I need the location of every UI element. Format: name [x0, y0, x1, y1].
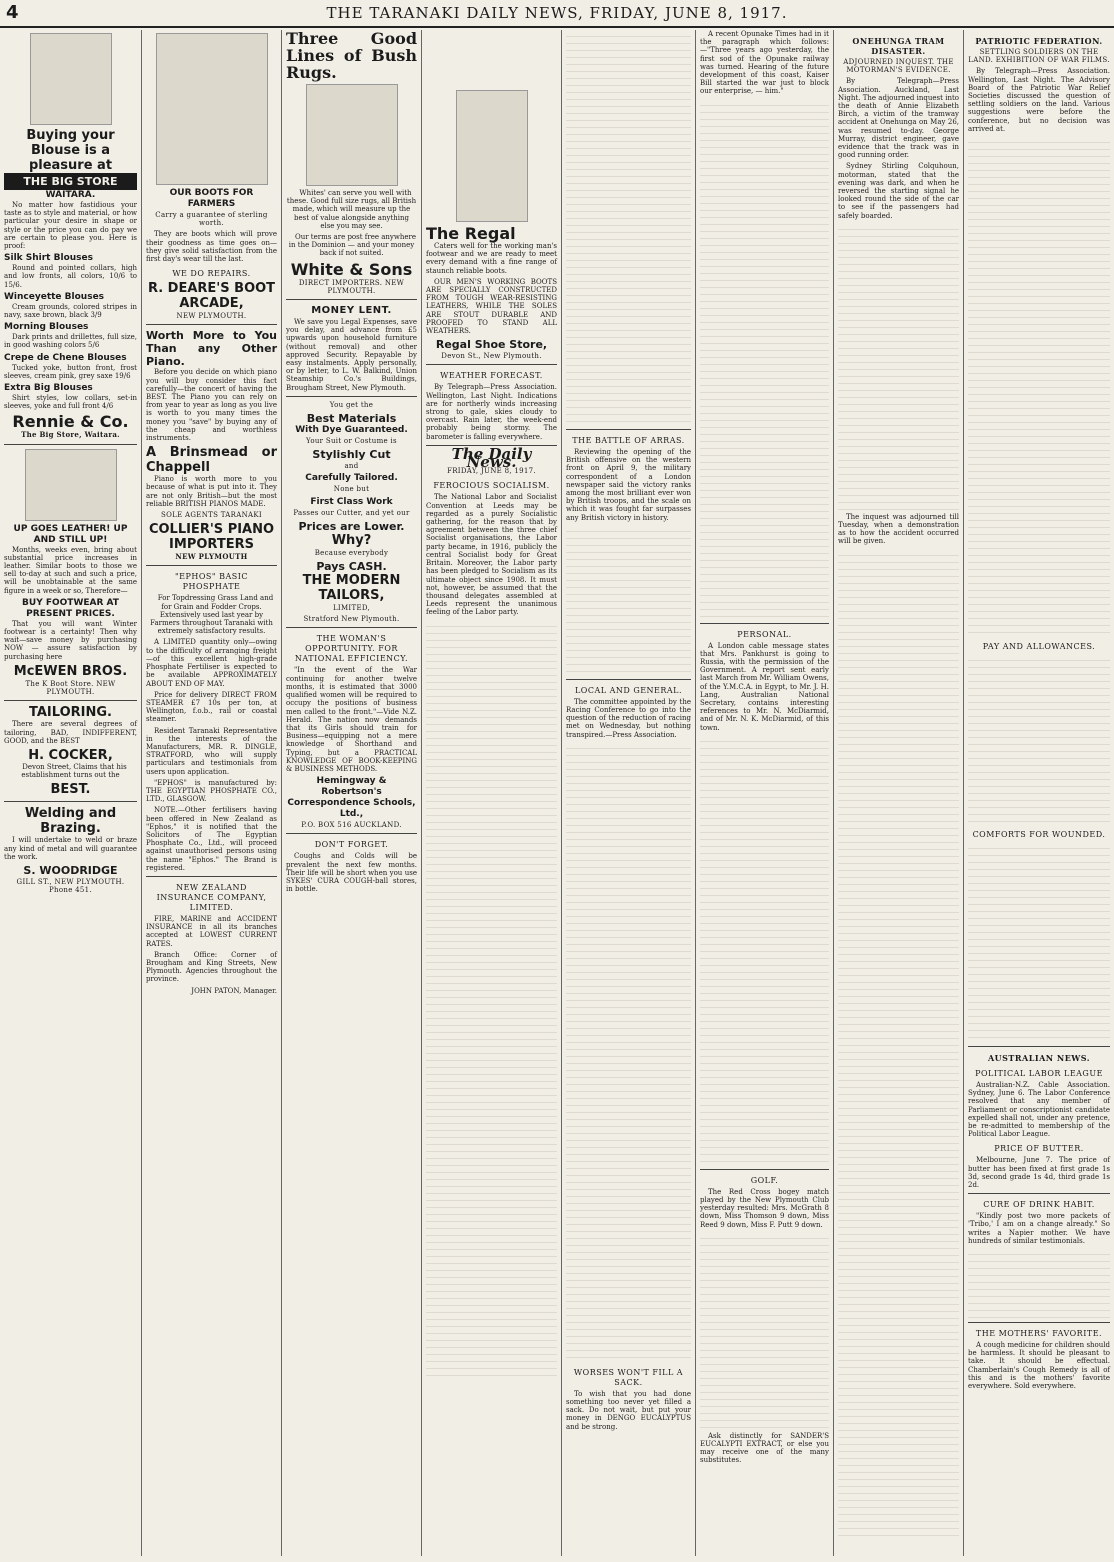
- buy-footwear-headline: BUY FOOTWEAR AT PRESENT PRICES.: [22, 597, 119, 619]
- pay-allowances-headline: PAY AND ALLOWANCES.: [982, 642, 1096, 652]
- passes-cutter: Passes our Cutter, and yet our: [293, 508, 410, 517]
- local-general-body: The committee appointed by the Racing Conference to go into the question of the reduction of racing met on Wednesday, but nothing transpired.—Press Association.: [566, 697, 691, 739]
- woman-opportunity-body: "In the event of the War continuing for another twelve months, it is estimated that 3000 qualified women will be required to occupy the positions of business men called to the front."—Vide N.Z. Herald. The nation now demands that its Girls should train for Business—equipping not a mere knowledge of Shorthand and Typing, but a PRACTICAL KNOWLEDGE OF BOOK-KEEPING & BUSINESS METHODS.: [286, 666, 417, 773]
- nz-insurance-headline: NEW ZEALAND INSURANCE COMPANY, LIMITED.: [156, 882, 267, 912]
- you-get: You get the: [329, 400, 374, 409]
- rennie-sub: The Big Store, Waitara.: [21, 430, 120, 440]
- ephos-limited: A LIMITED quantity only—owing to the difficulty of arranging freight—of this excellent high-grade Phosphate Fertiliser is expected to be available APPROXIMATELY ABOUT END OF MAY.: [146, 638, 277, 688]
- editorial-text-continued: [426, 620, 557, 1380]
- rugs-headline: Three Good Lines of Bush Rugs.: [286, 30, 417, 82]
- ephos-note: NOTE.—Other fertilisers having been offered in New Zealand as "Ephos," it is notified that the Solicitors of The Egyptian Phosphate Co., Ltd., will proceed against unauthorised persons using the name "Ephos." The Brand is registered.: [146, 806, 277, 872]
- leather-headline: UP GOES LEATHER! UP AND STILL UP!: [13, 523, 128, 545]
- ferocious-socialism-body: The National Labor and Socialist Convention at Leeds may be regarded as a purely Socialistic gathering, for the reason that by agreement between the three chief Socialist organisations, the Labor party became, in 1916, publicly the central Socialist body for Great Britain. Moreover, the Labor party has been pledged to Socialism as its ultimate object since 1908. It must not, however, be assumed that the thousand delegates assembled at Leeds represent the unanimous feeling of the Labor party.: [426, 493, 557, 617]
- repairs: WE DO REPAIRS.: [172, 269, 251, 279]
- personal-headline: PERSONAL.: [737, 629, 792, 639]
- golf-headline: GOLF.: [750, 1175, 779, 1185]
- money-lent-headline: MONEY LENT.: [311, 305, 392, 317]
- blouse-item-5: Extra Big Blouses Shirt styles, low collars, set-in sleeves, yoke and full front 4/6: [4, 383, 137, 411]
- column-6: [696, 30, 834, 1556]
- suit-costume: Your Suit or Costume is: [306, 437, 397, 446]
- modern-tailors: THE MODERN TAILORS,: [302, 573, 401, 604]
- blouse-item-1: Silk Shirt Blouses Round and pointed collars, high and low fronts, all colors, 10/6 to 15/6.: [4, 253, 137, 289]
- tram-disaster-end: The inquest was adjourned till Tuesday, when a demonstration as to how the accident occurred will be given.: [838, 512, 959, 546]
- tailoring-body: There are several degrees of tailoring, BAD, INDIFFERENT, GOOD, and the BEST: [4, 720, 137, 745]
- nz-insurance-branch: Branch Office: Corner of Brougham and King Streets, New Plymouth. Agencies throughout the province.: [146, 950, 277, 984]
- political-league-headline: POLITICAL LABOR LEAGUE: [975, 1069, 1103, 1079]
- none-but: None but: [333, 485, 370, 494]
- sack-headline: WORSES WON'T FILL A SACK.: [573, 1367, 684, 1387]
- mothers-favorite-headline: THE MOTHERS' FAVORITE.: [975, 1329, 1103, 1339]
- blouse-item-4: Crepe de Chene Blouses Tucked yoke, button front, frost sleeves, cream pink, grey saxe 19/6: [4, 352, 137, 380]
- mcewen-sub: The K Boot Store. NEW PLYMOUTH.: [25, 679, 116, 697]
- drink-habit-headline: CURE OF DRINK HABIT.: [983, 1200, 1095, 1210]
- golf-continued: [700, 1232, 829, 1432]
- pay-allowances-body: [968, 654, 1110, 824]
- dont-forget-headline: DON'T FORGET.: [314, 840, 389, 850]
- woman-opportunity-headline: THE WOMAN'S OPPORTUNITY. FOR NATIONAL EFFICIENCY.: [294, 634, 409, 664]
- woman-blouse-illustration: [30, 33, 112, 125]
- rug-illustration: [306, 84, 398, 186]
- sack-body: To wish that you had done something too never yet filled a sack. Do not wait, but put your money in DENGO EUCALYPTUS and be strong.: [566, 1389, 691, 1431]
- big-store-banner: THE BIG STORE: [4, 173, 137, 190]
- comforts-headline: COMFORTS FOR WOUNDED.: [972, 830, 1106, 840]
- and-word: and: [344, 462, 359, 471]
- cocker-name: H. COCKER,: [28, 747, 113, 763]
- sole-agents: SOLE AGENTS TARANAKI: [161, 511, 262, 520]
- best-materials: Best Materials: [306, 412, 397, 426]
- newspaper-title: THE TARANAKI DAILY NEWS, FRIDAY, JUNE 8, 1917.: [326, 4, 788, 22]
- opunake-gossip: A recent Opunake Times had in it the paragraph which follows:—"Three years ago yesterday, the first sod of the Opunake railway was turned. Hearing of the future development of this coast, Kaiser Bill started the war just to block our enterprise, — him.": [700, 30, 829, 96]
- regal-headline: The Regal: [426, 224, 516, 243]
- cocker-sub: Devon Street, Claims that his establishment turns out the: [21, 762, 127, 780]
- patriotic-headline: PATRIOTIC FEDERATION.: [975, 36, 1103, 46]
- column-8: [964, 30, 1114, 1556]
- footwear-body: That you will want Winter footwear is a certainty! Then why wait—save money by purchasing NOW — assure satisfaction by purchasing here: [4, 619, 137, 661]
- colliers-town: NEW PLYMOUTH: [175, 552, 248, 562]
- piano-body: Before you decide on which piano you will buy consider this fact carefully—the concert of having the BEST. The Piano you can rely on from year to year as long as you live is worth to you many times the money you "save" by buying any of the cheap and worthless instruments.: [146, 368, 277, 443]
- carefully-tailored: Carefully Tailored.: [305, 473, 398, 484]
- woodridge-sub: GILL ST., NEW PLYMOUTH. Phone 451.: [16, 877, 125, 895]
- blouse-headline: Buying your Blouse is a pleasure at: [26, 128, 115, 173]
- blouse-intro: No matter how fastidious your taste as to style and material, or how particular your desire in shape or style or the price you can do pay we are certain to please you. Here is proof:: [4, 201, 137, 251]
- australian-news-headline: AUSTRALIAN NEWS.: [987, 1053, 1091, 1064]
- personal-body: A London cable message states that Mrs. Pankhurst is going to Russia, with the permission of the Government. A report sent early last March from Mr. William Owens, of the Y.M.C.A. in Egypt, to Mr. J. H. Lang, Australian National Secretary, contains interesting references to Mr. N. McDiarmid, and of Mr. N. K. McDiarmid, of this town.: [700, 641, 829, 732]
- drink-habit-continued: [968, 1248, 1110, 1318]
- deare-name: R. DEARE'S BOOT ARCADE,: [147, 281, 276, 312]
- modern-limited: LIMITED,: [332, 604, 371, 613]
- pays-cash: Pays CASH.: [316, 560, 387, 574]
- patriotic-body: By Telegraph—Press Association. Wellington, Last Night. The Advisory Board of the Patriotic War Relief Societies discussed the question of settling soldiers on the land. Various suggestions were before the conference, but no decision was arrived at.: [968, 67, 1110, 133]
- boots-body: They are boots which will prove their goodness as time goes on—they give solid satisfaction from the first day's wear till the last.: [146, 230, 277, 264]
- butter-body: Melbourne, June 7. The price of butter has been fixed at first grade 1s 3d, second grade 1s 4d, third grade 1s 2d.: [968, 1156, 1110, 1190]
- why-word: Why?: [331, 532, 372, 548]
- political-league-body: Australian-N.Z. Cable Association. Sydney, June 6. The Labor Conference resolved that any member of Parliament or conscriptionist candidate expelled shall not, under any pretence, be re-admitted to membership of the Political Labor League.: [968, 1081, 1110, 1139]
- patriotic-continued: [968, 136, 1110, 636]
- dye-guaranteed: With Dye Guaranteed.: [295, 425, 408, 436]
- leather-body: Months, weeks even, bring about substantial price increases in leather. Similar boots to those we sell to-day at such and such a price, will be unobtainable at the same figure in a week or so, Therefore—: [4, 545, 137, 595]
- blouse-item-3: Morning Blouses Dark prints and drillettes, full size, in good washing colors 5/6: [4, 322, 137, 350]
- whites-sub: DIRECT IMPORTERS. NEW PLYMOUTH.: [298, 278, 405, 295]
- woodridge-name: S. WOODRIDGE: [23, 863, 118, 877]
- brinsmead-body: Piano is worth more to you because of what is put into it. They are not only British—but the most reliable BRITISH PIANOS MADE.: [146, 475, 277, 508]
- boots-headline: OUR BOOTS FOR FARMERS: [169, 188, 254, 209]
- farmer-boot-illustration: [156, 33, 268, 185]
- ephos-headline: "EPHOS" BASIC PHOSPHATE: [174, 572, 249, 592]
- tram-disaster-more: Sydney Stirling Colquhoun, motorman, stated that the evening was dark, and when he reversed the starting signal he looked round the side of the car to see if the passengers had safely boarded.: [838, 162, 959, 220]
- local-general-headline: LOCAL AND GENERAL.: [574, 685, 683, 695]
- personal-continued: [700, 735, 829, 1165]
- comforts-body: [968, 842, 1110, 1042]
- regal-store: Regal Shoe Store,: [435, 338, 548, 352]
- local-general-continued: [566, 742, 691, 1362]
- ephos-rep: Resident Taranaki Representative in the interests of the Manufacturers, MR. R. DINGLE, STRATFORD, who will supply particulars and testimonials from users upon application.: [146, 726, 277, 776]
- tram-disaster-sub: ADJOURNED INQUEST. THE MOTORMAN'S EVIDENCE.: [843, 58, 954, 75]
- daily-news-title: The Daily News.: [451, 444, 532, 472]
- page-number: 4: [6, 2, 19, 23]
- piano-headline: Worth More to You Than any Other Piano.: [146, 329, 277, 369]
- colliers-name: COLLIER'S PIANO IMPORTERS: [148, 522, 275, 553]
- money-lent-body: We save you Legal Expenses, save you delay, and advance from £5 upwards upon household furniture (without removal) and other approved Security. Repayable by easy instalments. Apply personally, or by letter, to L. W. Balkind, Union Steamship Co.'s Buildings, Brougham Street, New Plymouth.: [286, 318, 417, 392]
- first-class-work: First Class Work: [310, 496, 393, 507]
- modern-places: Stratford New Plymouth.: [303, 615, 400, 624]
- column-7: [834, 30, 964, 1556]
- stylishly-cut: Stylishly Cut: [312, 448, 391, 462]
- local-news-continued: [700, 99, 829, 619]
- tailoring-headline: TAILORING.: [29, 705, 112, 721]
- masthead: [0, 0, 1114, 28]
- rugs-body: Whites' can serve you well with these. Good full size rugs, all British made, which will measure up the best of value alongside anything else you may see.: [286, 189, 417, 230]
- column-7-continued: [838, 549, 959, 1539]
- because-everybody: Because everybody: [314, 548, 389, 557]
- ferocious-socialism-headline: FEROCIOUS SOCIALISM.: [433, 481, 550, 491]
- mcewen-logo: McEWEN BROS.: [13, 663, 128, 679]
- rugs-terms: Our terms are post free anywhere in the Dominion — and your money back if not suited.: [288, 233, 416, 258]
- column-1: [0, 30, 142, 1556]
- column-2: [142, 30, 282, 1556]
- drink-habit-body: "Kindly post two more packets of 'Tribo,' I am on a change already." So writes a Napier mother. We have hundreds of similar testimonials.: [968, 1212, 1110, 1245]
- daily-news-date: FRIDAY, JUNE 8, 1917.: [447, 467, 536, 476]
- column-5: [562, 30, 696, 1556]
- weather-headline: WEATHER FORECAST.: [440, 371, 543, 381]
- prices-lower: Prices are Lower.: [298, 519, 405, 533]
- hemingway-name: Hemingway & Robertson's Correspondence Schools, Ltd.,: [287, 776, 416, 820]
- rennie-logo: Rennie & Co.: [12, 412, 129, 432]
- tram-disaster-body: By Telegraph—Press Association. Auckland, Last Night. The adjourned inquest into the death of Annie Elizabeth Birch, a victim of the tramway accident at Onehunga on May 26, was resumed to-day. George Murray, district engineer, gave evidence that the track was in good running order.: [838, 77, 959, 160]
- nz-insurance-body: FIRE, MARINE and ACCIDENT INSURANCE in all its branches accepted at LOWEST CURRENT RATES.: [146, 914, 277, 948]
- patriotic-sub: SETTLING SOLDIERS ON THE LAND. EXHIBITION OF WAR FILMS.: [968, 48, 1110, 65]
- blouse-item-2: Winceyette Blouses Cream grounds, colored stripes in navy, saxe brown, black 3/9: [4, 291, 137, 320]
- boot-illustration: [25, 449, 117, 521]
- golf-body: The Red Cross bogey match played by the New Plymouth Club yesterday resulted: Mrs. McGrath 8 down, Miss Thomson 9 down, Miss Reed 9 down, Miss F. Putt 9 down.: [700, 1187, 829, 1229]
- arras-body: Reviewing the opening of the British offensive on the western front on April 9, the military correspondent of a London newspaper said the victory ranks among the most brilliant ever won by British troops, and the scale on which it was fought far surpasses any British victory in history.: [566, 448, 691, 522]
- regal-body: Caters well for the working man's footwear and we are ready to meet every demand with a fine range of staunch reliable boots.: [426, 242, 557, 275]
- ephos-manufacturer: "EPHOS" is manufactured by: THE EGYPTIAN PHOSPHATE CO., LTD., GLASGOW.: [146, 778, 277, 804]
- arras-text-continued: [566, 525, 691, 675]
- ephos-price: Price for delivery DIRECT FROM STEAMER £7 10s per ton, at Wellington, f.o.b., rail or coastal steamer.: [146, 690, 277, 724]
- nz-insurance-manager: JOHN PATON, Manager.: [191, 986, 277, 995]
- welding-headline: Welding and Brazing.: [24, 806, 117, 837]
- best-word: BEST.: [50, 782, 91, 798]
- sanders-ad: Ask distinctly for SANDER'S EUCALYPTI EXTRACT, or else you may receive one of the many substitutes.: [700, 1431, 829, 1465]
- welding-body: I will undertake to weld or braze any kind of metal and will guarantee the work.: [4, 836, 137, 861]
- butter-headline: PRICE OF BUTTER.: [994, 1144, 1084, 1154]
- regal-boot-illustration: [456, 90, 528, 222]
- deare-town: NEW PLYMOUTH.: [176, 312, 247, 321]
- regal-address: Devon St., New Plymouth.: [441, 352, 542, 361]
- ephos-body: For Topdressing Grass Land and for Grain and Fodder Crops. Extensively used last year by Farmers throughout Taranaki with extremely satisfactory results.: [150, 594, 274, 636]
- weather-body: By Telegraph—Press Association. Wellington, Last Night. Indications are for northerly winds increasing strong to gale, skies cloudy to overcast. Rain later, the week-end probably being stormy. The barometer is falling everywhere.: [426, 383, 557, 441]
- big-store-town: WAITARA.: [45, 190, 96, 200]
- tram-evidence-continued: [838, 223, 959, 513]
- column-4: [422, 30, 562, 1556]
- coughs-body: Coughs and Colds will be prevalent the next few months. Their life will be short when you use SYKES' CURA COUGH-ball stores, in bottle.: [286, 852, 417, 894]
- tram-disaster-headline: ONEHUNGA TRAM DISASTER.: [852, 36, 945, 56]
- boots-sub: Carry a guarantee of sterling worth.: [155, 211, 268, 228]
- hemingway-box: P.O. BOX 516 AUCKLAND.: [301, 821, 402, 830]
- brinsmead-headline: A Brinsmead or Chappell: [146, 445, 277, 476]
- arras-headline: THE BATTLE OF ARRAS.: [572, 436, 685, 445]
- editorial-continued-top: [566, 30, 691, 425]
- regal-list: OUR MEN'S WORKING BOOTS ARE SPECIALLY CONSTRUCTED FROM TOUGH WEAR-RESISTING LEATHERS, WHILE THE SOLES ARE STOUT DURABLE AND PROOFED TO STAND ALL WEATHERS.: [426, 277, 557, 336]
- mothers-favorite-body: A cough medicine for children should be harmless. It should be pleasant to take. It should be effectual. Chamberlain's Cough Remedy is all of this and is the mothers' favorite everywhere. Sold everywhere.: [968, 1341, 1110, 1391]
- column-3: [282, 30, 422, 1556]
- whites-logo: White & Sons: [290, 259, 413, 279]
